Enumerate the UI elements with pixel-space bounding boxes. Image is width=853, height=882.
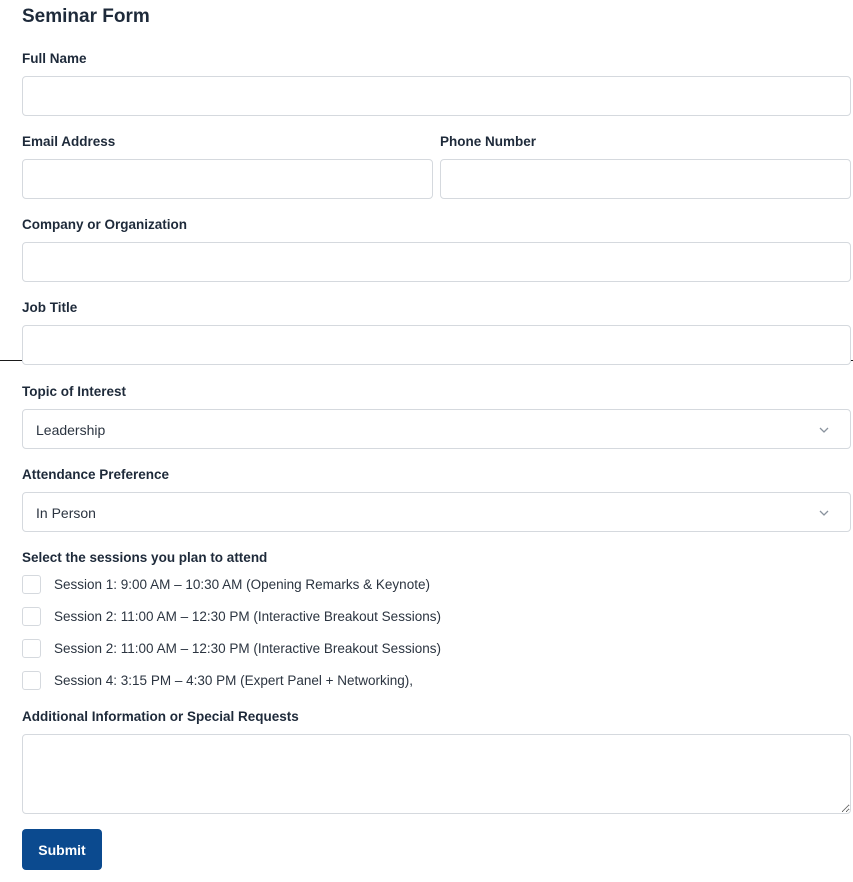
company-label: Company or Organization (22, 217, 188, 232)
additional-information-label: Additional Information or Special Requests (22, 709, 299, 724)
job-title-label: Job Title (22, 300, 78, 315)
phone-number-input[interactable] (440, 159, 851, 199)
job-title-input[interactable] (22, 325, 851, 365)
sessions-label: Select the sessions you plan to attend (22, 550, 268, 565)
session-option-2[interactable] (22, 607, 622, 627)
session-4-label: Session 4: 3:15 PM – 4:30 PM (Expert Panel + Networking), (54, 673, 414, 688)
phone-number-label: Phone Number (440, 134, 537, 149)
email-address-label: Email Address (22, 134, 116, 149)
session-1-checkbox[interactable] (22, 575, 41, 594)
full-name-label: Full Name (22, 51, 87, 66)
session-3-label: Session 2: 11:00 AM – 12:30 PM (Interactive Breakout Sessions) (54, 641, 441, 656)
form-title: Seminar Form (22, 6, 150, 27)
attendance-preference-select[interactable] (22, 492, 851, 532)
attendance-selected-value: In Person (36, 505, 96, 521)
additional-information-textarea[interactable] (22, 734, 851, 814)
chevron-down-icon (818, 424, 830, 436)
session-3-checkbox[interactable] (22, 639, 41, 658)
session-option-4[interactable] (22, 671, 622, 691)
submit-button[interactable]: Submit (22, 829, 102, 870)
email-address-input[interactable] (22, 159, 433, 199)
session-2-checkbox[interactable] (22, 607, 41, 626)
topic-of-interest-label: Topic of Interest (22, 384, 127, 399)
session-option-1[interactable] (22, 575, 622, 595)
topic-of-interest-select[interactable] (22, 409, 851, 449)
chevron-down-icon (818, 507, 830, 519)
company-input[interactable] (22, 242, 851, 282)
session-option-3[interactable] (22, 639, 622, 659)
session-2-label: Session 2: 11:00 AM – 12:30 PM (Interactive Breakout Sessions) (54, 609, 441, 624)
attendance-preference-label: Attendance Preference (22, 467, 170, 482)
session-4-checkbox[interactable] (22, 671, 41, 690)
topic-selected-value: Leadership (36, 422, 106, 438)
full-name-input[interactable] (22, 76, 851, 116)
session-1-label: Session 1: 9:00 AM – 10:30 AM (Opening Remarks & Keynote) (54, 577, 430, 592)
